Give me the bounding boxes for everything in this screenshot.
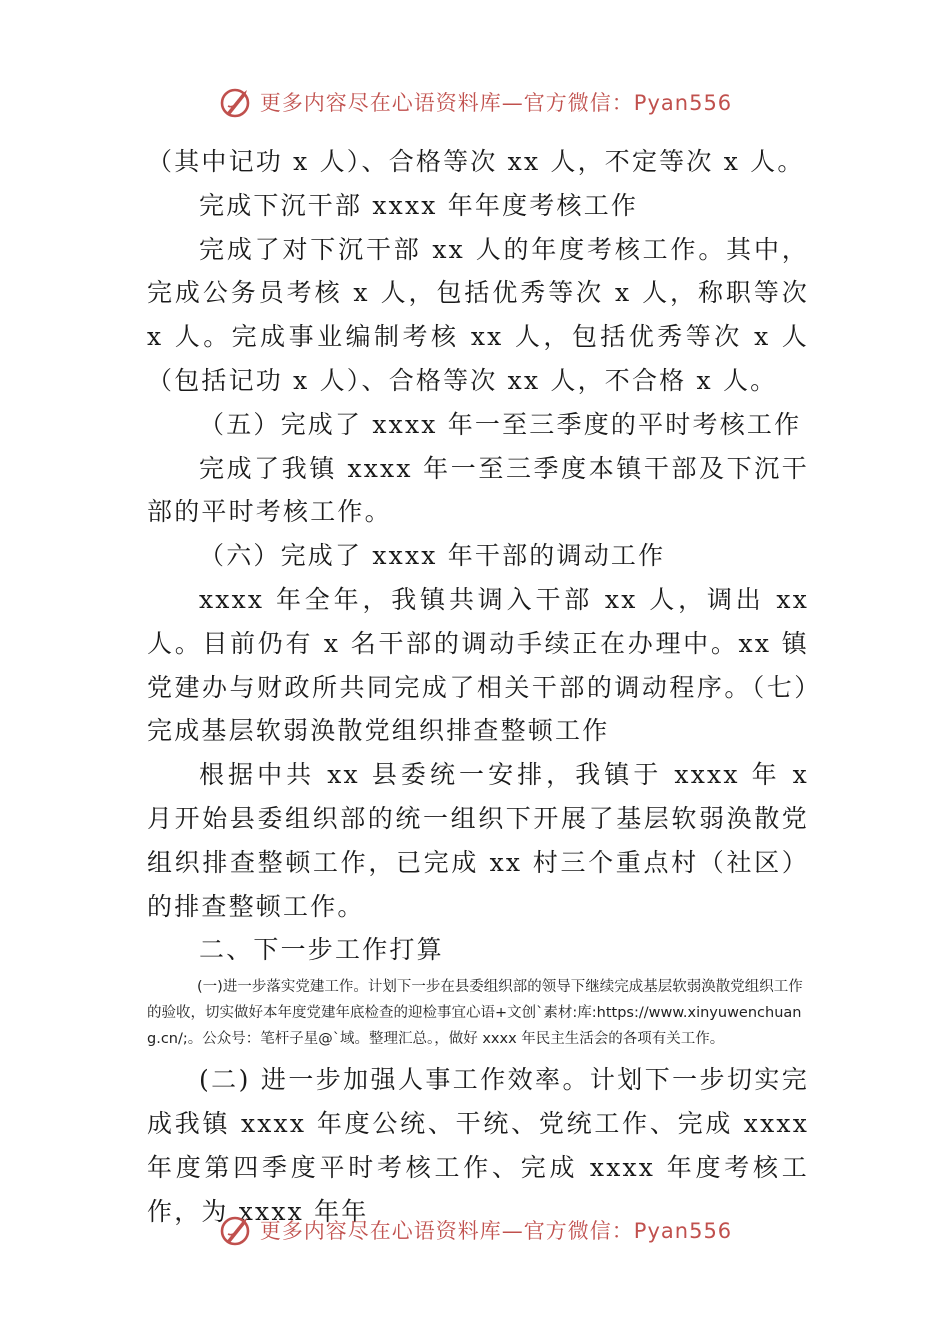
section-heading-6: （六）完成了 xxxx 年干部的调动工作: [199, 541, 666, 571]
section-heading-5: （五）完成了 xxxx 年一至三季度的平时考核工作: [199, 409, 802, 439]
header-banner: [0, 82, 950, 122]
footer-banner-text: 更多内容尽在心语资料库—官方微信：Pyan556: [259, 1219, 733, 1243]
paragraph-small-note: (一)进一步落实党建工作。计划下一步在县委组织部的领导下继续完成基层软弱涣散党组织工作的验收，切实做好本年度党建年底检查的迎检事宜心语+文创`素材:库:https://www.xinyuwenchuang.cn/;。公众号：笔杆子星@`域。整理汇总。，做好 xxxx 年民主生活会的各项有关工作。: [147, 979, 803, 1048]
pen-logo-icon: [218, 84, 254, 120]
paragraph-7: xxxx 年全年，我镇共调入干部 xx 人，调出 xx 人。目前仍有 x 名干部的调动手续正在办理中。xx 镇党建办与财政所共同完成了相关干部的调动程序。（七）完成基层软弱涣散党组织排查整顿工作: [147, 584, 809, 746]
footer-banner: [0, 1210, 950, 1250]
header-banner-text: 更多内容尽在心语资料库—官方微信：Pyan556: [259, 91, 733, 115]
section-heading-next-steps: 二、下一步工作打算: [199, 935, 444, 965]
paragraph-11: (二) 进一步加强人事工作效率。计划下一步切实完成我镇 xxxx 年度公统、干统、党统工作、完成 xxxx 年度第四季度平时考核工作、完成 xxxx 年度考核工作，为 xxxx 年年: [147, 1065, 809, 1226]
paragraph-1: （其中记功 x 人）、合格等次 xx 人，不定等次 x 人。: [147, 147, 805, 176]
paragraph-5: 完成了我镇 xxxx 年一至三季度本镇干部及下沉干部的平时考核工作。: [147, 453, 809, 527]
pen-logo-icon: [218, 1212, 254, 1248]
paragraph-8: 根据中共 xx 县委统一安排，我镇于 xxxx 年 x 月开始县委组织部的统一组织下开展了基层软弱涣散党组织排查整顿工作，已完成 xx 村三个重点村（社区）的排查整顿工作。: [147, 760, 809, 921]
document-body: [147, 140, 809, 1233]
paragraph-2: 完成下沉干部 xxxx 年年度考核工作: [199, 190, 639, 220]
paragraph-3: 完成了对下沉干部 xx 人的年度考核工作。其中，完成公务员考核 x 人，包括优秀等次 x 人，称职等次 x 人。完成事业编制考核 xx 人，包括优秀等次 x 人（包括记功 x 人）、合格等次 xx 人，不合格 x 人。: [147, 234, 809, 395]
